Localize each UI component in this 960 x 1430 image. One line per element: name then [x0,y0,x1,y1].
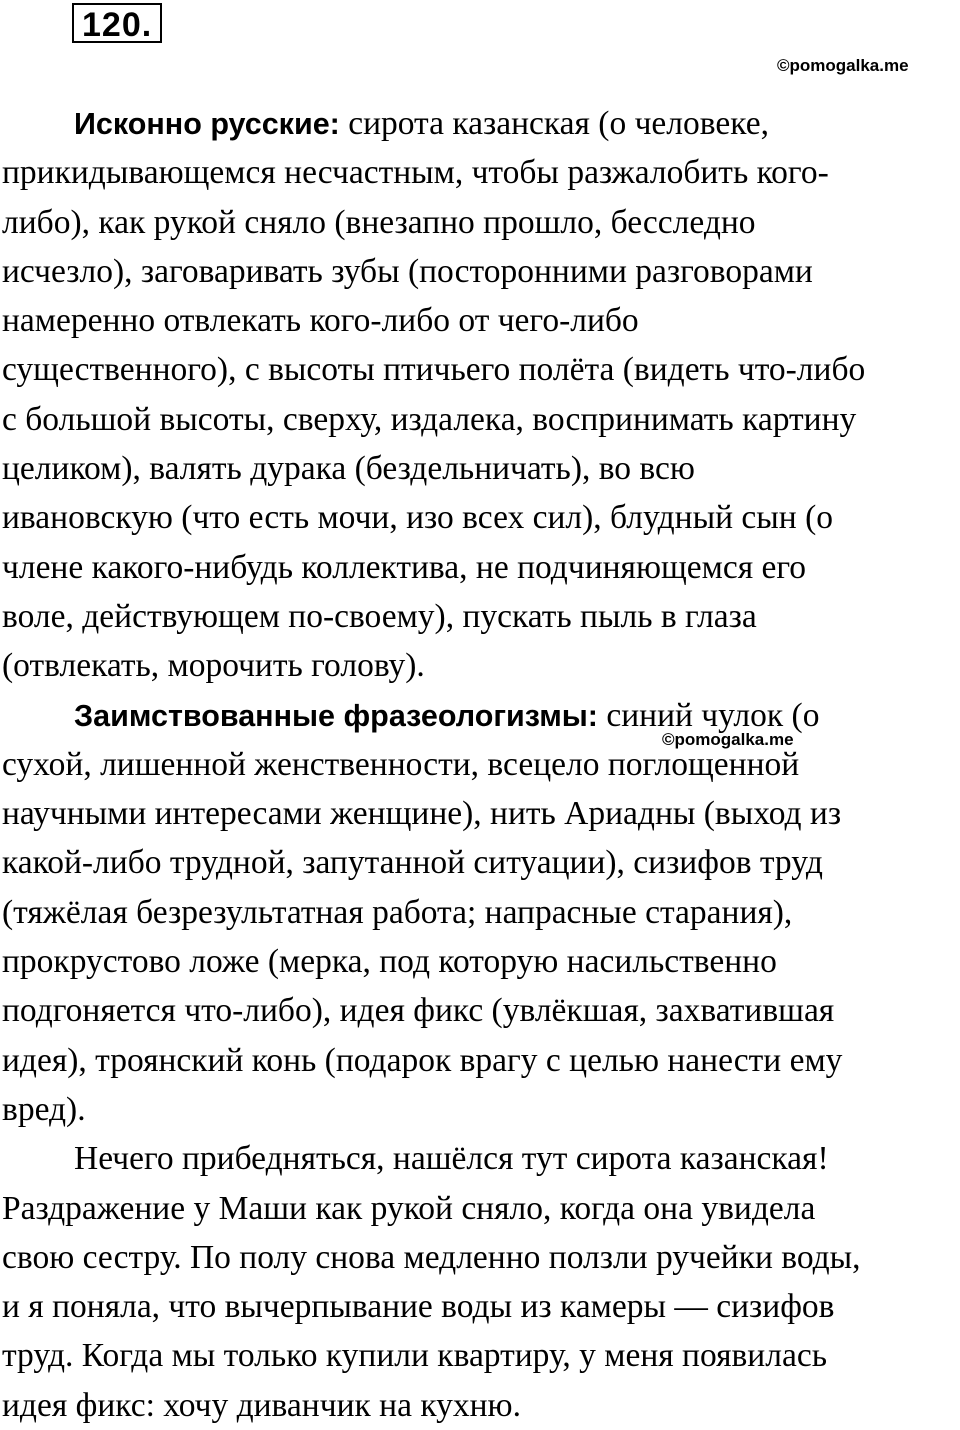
task-number-box: 120. [72,3,162,43]
text-line: подгоняется что-либо), идея фикс (увлёкшая, захватившая [2,992,835,1030]
paragraph-borrowed [2,691,958,1135]
text-line: идея), троянский конь (подарок врагу с целью нанести ему [2,1041,843,1079]
watermark-top: ©pomogalka.me [777,56,909,75]
paragraph-native-russian [2,99,958,691]
text-line: труд. Когда мы только купили квартиру, у меня появилась [2,1337,827,1375]
text-line: целиком), валять дурака (бездельничать), во всю [2,450,695,488]
text-line: Раздражение у Маши как рукой сняло, когда она увидела [2,1189,816,1227]
text-line: намеренно отвлекать кого-либо от чего-либо [2,302,639,340]
heading-native-russian: Исконно русские: [74,107,340,141]
text-line: (отвлекать, морочить голову). [2,647,425,685]
text-line: Нечего прибедняться, нашёлся тут сирота казанская! [74,1140,829,1178]
text-line: какой-либо трудной, запутанной ситуации), сизифов труд [2,844,823,882]
text-line: вред). [2,1090,86,1128]
text-line: сухой, лишенной женственности, всецело поглощенной [2,745,800,783]
text-line: члене какого-нибудь коллектива, не подчиняющемся его [2,548,807,586]
text-line: ивановскую (что есть мочи, изо всех сил), блудный сын (о [2,499,833,537]
paragraph-examples [2,1134,958,1430]
text-line: либо), как рукой сняло (внезапно прошло, бесследно [2,203,756,241]
text-line: существенного), с высоты птичьего полёта (видеть что-либо [2,351,866,389]
text-line: прикидывающемся несчастным, чтобы разжалобить кого- [2,154,829,192]
text-line: прокрустово ложе (мерка, под которую насильственно [2,943,777,981]
watermark-middle: ©pomogalka.me [662,730,794,749]
text-line: Заимствованные фразеологизмы: синий чулок (о [74,696,820,734]
answer-text [2,99,958,1430]
text-line: (тяжёлая безрезультатная работа; напрасные старания), [2,893,793,931]
text-line: воле, действующем по-своему), пускать пыль в глаза [2,597,757,635]
text-line: идея фикс: хочу диванчик на кухню. [2,1386,521,1424]
text-line: свою сестру. По полу снова медленно ползли ручейки воды, [2,1238,861,1276]
text-line: исчезло), заговаривать зубы (посторонними разговорами [2,252,813,290]
text-line: научными интересами женщине), нить Ариадны (выход из [2,795,842,833]
text-line: с большой высоты, сверху, издалека, воспринимать картину [2,400,857,438]
text-line: Исконно русские: сирота казанская (о человеке, [74,105,769,142]
heading-borrowed: Заимствованные фразеологизмы: [74,698,598,733]
text-line: и я поняла, что вычерпывание воды из камеры — сизифов [2,1288,835,1326]
